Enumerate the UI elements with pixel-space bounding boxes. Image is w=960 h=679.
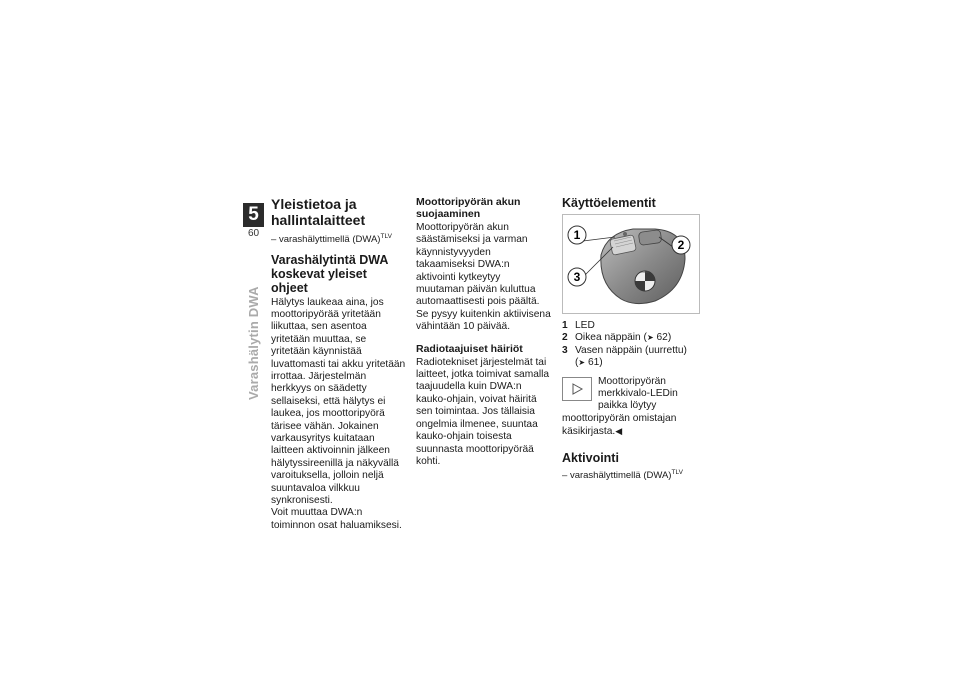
legend-number: 2 <box>562 332 568 344</box>
page-ref-arrow-icon: ➤ <box>578 358 586 368</box>
figure-label-2: 2 <box>677 238 685 252</box>
end-mark-icon: ◀ <box>615 426 623 437</box>
tag-text: varashälyttimellä (DWA) <box>569 469 672 481</box>
column-1 <box>271 196 406 532</box>
legend-item: 3 Vasen näppäin (uurrettu) (➤ 61) <box>562 344 687 369</box>
tag-sup: TLV <box>380 233 392 240</box>
paragraph-battery: Moottoripyörän akun säästämiseksi ja varman käynnistyvyyden takaamiseksi DWA:n aktivointi kytkeytyy muutaman päivän kuluttua automaattisesti pois päältä. Se pysyy kuitenkin aktiivisena vähintään 10 päivää. <box>416 222 551 333</box>
tag-text: varashälyttimellä (DWA) <box>278 234 381 246</box>
legend-text: Vasen näppäin (uurrettu) <box>575 344 687 356</box>
note-text: Moottoripyörän merkkivalo-LEDin paikka löytyy moottoripyörän omistajan käsikirjasta. <box>562 375 678 438</box>
legend-text: LED <box>575 320 595 331</box>
legend-page-ref[interactable]: 61 <box>587 357 600 369</box>
chapter-number: 5 <box>243 203 264 227</box>
chapter-side-title: Varashälytin DWA <box>246 286 261 400</box>
legend-item <box>562 320 702 332</box>
legend-number: 1 <box>562 320 568 331</box>
paragraph-customize: Voit muuttaa DWA:n toiminnon osat haluamiksesi. <box>271 507 402 531</box>
heading-battery: Moottoripyörän akun suojaaminen <box>416 196 521 220</box>
note-box <box>562 376 702 439</box>
column-3 <box>562 196 702 486</box>
paragraph-radio: Radiotekniset järjestelmät tai laitteet, jotka toimivat samalla taajuudella kuin DWA:n kauko-ohjain, voivat häiritä sen toimintaa. Jos tällaisia ongelmia ilmenee, suuntaa kauko-ohjain toisesta suunnasta moottoripyörää kohti. <box>416 356 550 467</box>
figure-label-1: 1 <box>573 228 581 242</box>
tag-sup: TLV <box>671 468 683 476</box>
column-2 <box>416 196 551 468</box>
page-number: 60 <box>247 228 260 239</box>
legend-text: Oikea näppäin <box>575 332 641 344</box>
subsection-title-dwa: Varashälytintä DWA koskevat yleiset ohjeet <box>271 252 388 295</box>
legend-number: 3 <box>562 344 568 356</box>
figure-label-3: 3 <box>573 270 581 284</box>
tag-dash: – <box>271 234 277 246</box>
equipment-tag <box>562 467 702 483</box>
info-triangle-icon <box>562 377 592 401</box>
remote-key-illustration <box>563 215 699 313</box>
section-title-general: Yleistietoa ja hallintalaitteet <box>271 196 366 228</box>
equipment-tag <box>271 231 406 247</box>
legend-item: 2 Oikea näppäin (➤ 62) <box>562 332 672 344</box>
heading-radio: Radiotaajuiset häiriöt <box>416 342 523 355</box>
remote-key-figure <box>562 214 700 314</box>
section-title-controls: Käyttöelementit <box>562 196 656 210</box>
page-ref-arrow-icon: ➤ <box>646 333 654 343</box>
legend-page-ref[interactable]: 62 <box>656 332 668 344</box>
paragraph-alarm: Hälytys laukeaa aina, jos moottoripyörää yritetään liikuttaa, sen asentoa yritetään muuttaa, se yritetään käynnistää luvattomasti tai akku yritetään irrottaa. Järjestelmän herkkyys on säädetty sellaiseksi, että hälytys ei laukea, jos moottoripyörä tärisee vähän. Jokainen varkausyritys kuitataan laitteen aktivoinnin jälkeen hälytyssireenillä ja näkyvällä varoituksella, jolloin neljä suuntavaloa vilkkuu synkronisesti. <box>271 296 406 507</box>
tag-dash: – <box>562 469 568 481</box>
section-title-activation: Aktivointi <box>562 450 619 465</box>
bmw-logo: BMW <box>641 270 649 274</box>
